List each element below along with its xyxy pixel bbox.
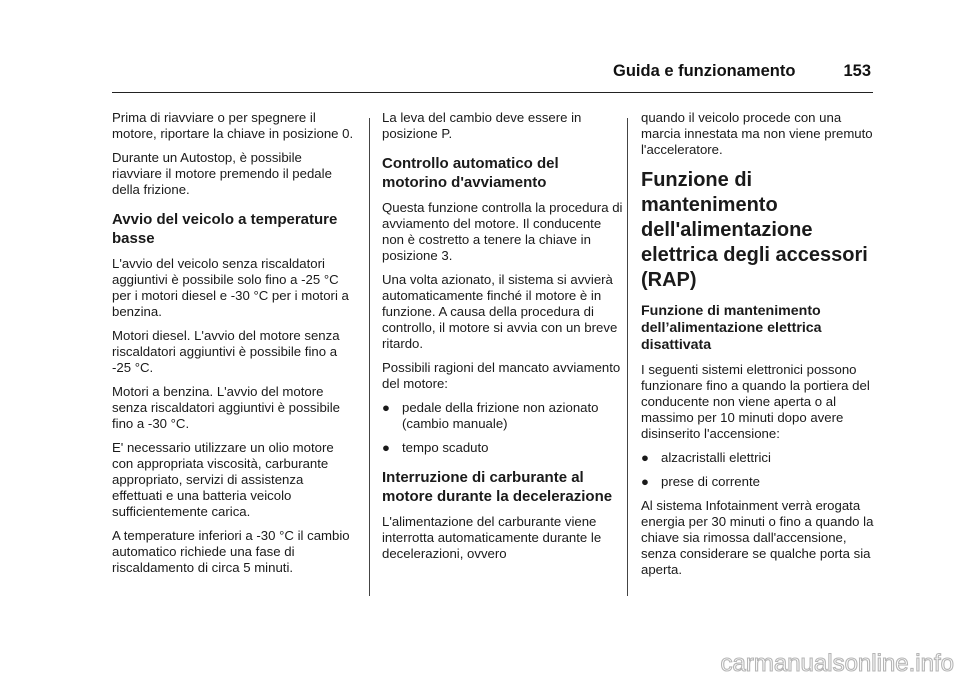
heading-controllo-motorino: Controllo automatico del motorino d'avviamento <box>382 155 559 191</box>
list-item-text: alzacristalli elettrici <box>661 450 771 465</box>
paragraph: A temperature inferiori a -30 °C il cambio automatico richiede una fase di riscaldamento di circa 5 minuti. <box>112 528 350 575</box>
list-item-text: pedale della frizione non azionato (cambio manuale) <box>402 400 599 431</box>
paragraph: L'alimentazione del carburante viene interrotta automaticamente durante le decelerazioni, ovvero <box>382 514 602 561</box>
list-item-text: prese di corrente <box>661 474 760 489</box>
list-item <box>641 450 883 466</box>
paragraph: Possibili ragioni del mancato avviamento del motore: <box>382 360 621 391</box>
paragraph: Prima di riavviare o per spegnere il motore, riportare la chiave in posizione 0. <box>112 110 354 141</box>
paragraph: Questa funzione controlla la procedura di avviamento del motore. Il conducente non è costretto a tenere la chiave in posizione 3. <box>382 200 623 263</box>
paragraph: E' necessario utilizzare un olio motore con appropriata viscosità, carburante appropriato, servizi di assistenza effettuati e una batteria veicolo sufficientemente carica. <box>112 440 334 519</box>
bullet-icon: ● <box>382 440 390 455</box>
page-header <box>613 62 871 86</box>
paragraph: Motori a benzina. L'avvio del motore senza riscaldatori aggiuntivi è possibile fino a -30 °C. <box>112 384 340 431</box>
paragraph: L'avvio del veicolo senza riscaldatori aggiuntivi è possibile solo fino a -25 °C per i motori diesel e -30 °C per i motori a benzina. <box>112 256 349 319</box>
list-item <box>641 474 883 490</box>
paragraph: Durante un Autostop, è possibile riavviare il motore premendo il pedale della frizione. <box>112 150 332 197</box>
paragraph: La leva del cambio deve essere in posizione P. <box>382 110 582 141</box>
heading-interruzione-carburante: Interruzione di carburante al motore durante la decelerazione <box>382 469 613 505</box>
column-divider <box>627 118 628 596</box>
column-divider <box>369 118 370 596</box>
paragraph: Motori diesel. L'avvio del motore senza riscaldatori aggiuntivi è possibile fino a -25 °C. <box>112 328 340 375</box>
column-1 <box>112 110 354 584</box>
paragraph: Una volta azionato, il sistema si avvierà automaticamente finché il motore è in funzione. A causa della procedura di controllo, il motore si avvia con un breve ritardo. <box>382 272 618 351</box>
column-2 <box>382 110 624 570</box>
column-3 <box>641 110 883 586</box>
page-number: 153 <box>843 62 871 80</box>
watermark-logo <box>574 649 954 677</box>
watermark-text: carmanualsonline.info <box>720 650 954 677</box>
list-item-text: tempo scaduto <box>402 440 489 455</box>
bullet-icon: ● <box>641 450 649 465</box>
paragraph: Al sistema Infotainment verrà erogata energia per 30 minuti o fino a quando la chiave sia rimossa dall'accensione, senza considerare se qualche porta sia aperta. <box>641 498 874 577</box>
bullet-icon: ● <box>382 400 390 415</box>
heading-avvio-temperature-basse: Avvio del veicolo a temperature basse <box>112 211 338 247</box>
heading-rap-disattivata: Funzione di mantenimento dell’alimentazione elettrica disattivata <box>641 303 822 353</box>
bullet-icon: ● <box>641 474 649 489</box>
section-title: Guida e funzionamento <box>613 62 796 80</box>
watermark <box>574 649 954 677</box>
heading-funzione-rap: Funzione di mantenimento dell'alimentazione elettrica degli accessori (RAP) <box>641 169 868 291</box>
list-item <box>382 440 624 456</box>
header-rule <box>112 92 873 93</box>
paragraph: quando il veicolo procede con una marcia innestata ma non viene premuto l'acceleratore. <box>641 110 873 157</box>
paragraph: I seguenti sistemi elettronici possono funzionare fino a quando la portiera del conducente non viene aperta o al massimo per 10 minuti dopo avere disinserito l'accensione: <box>641 362 870 441</box>
list-item <box>382 400 624 432</box>
